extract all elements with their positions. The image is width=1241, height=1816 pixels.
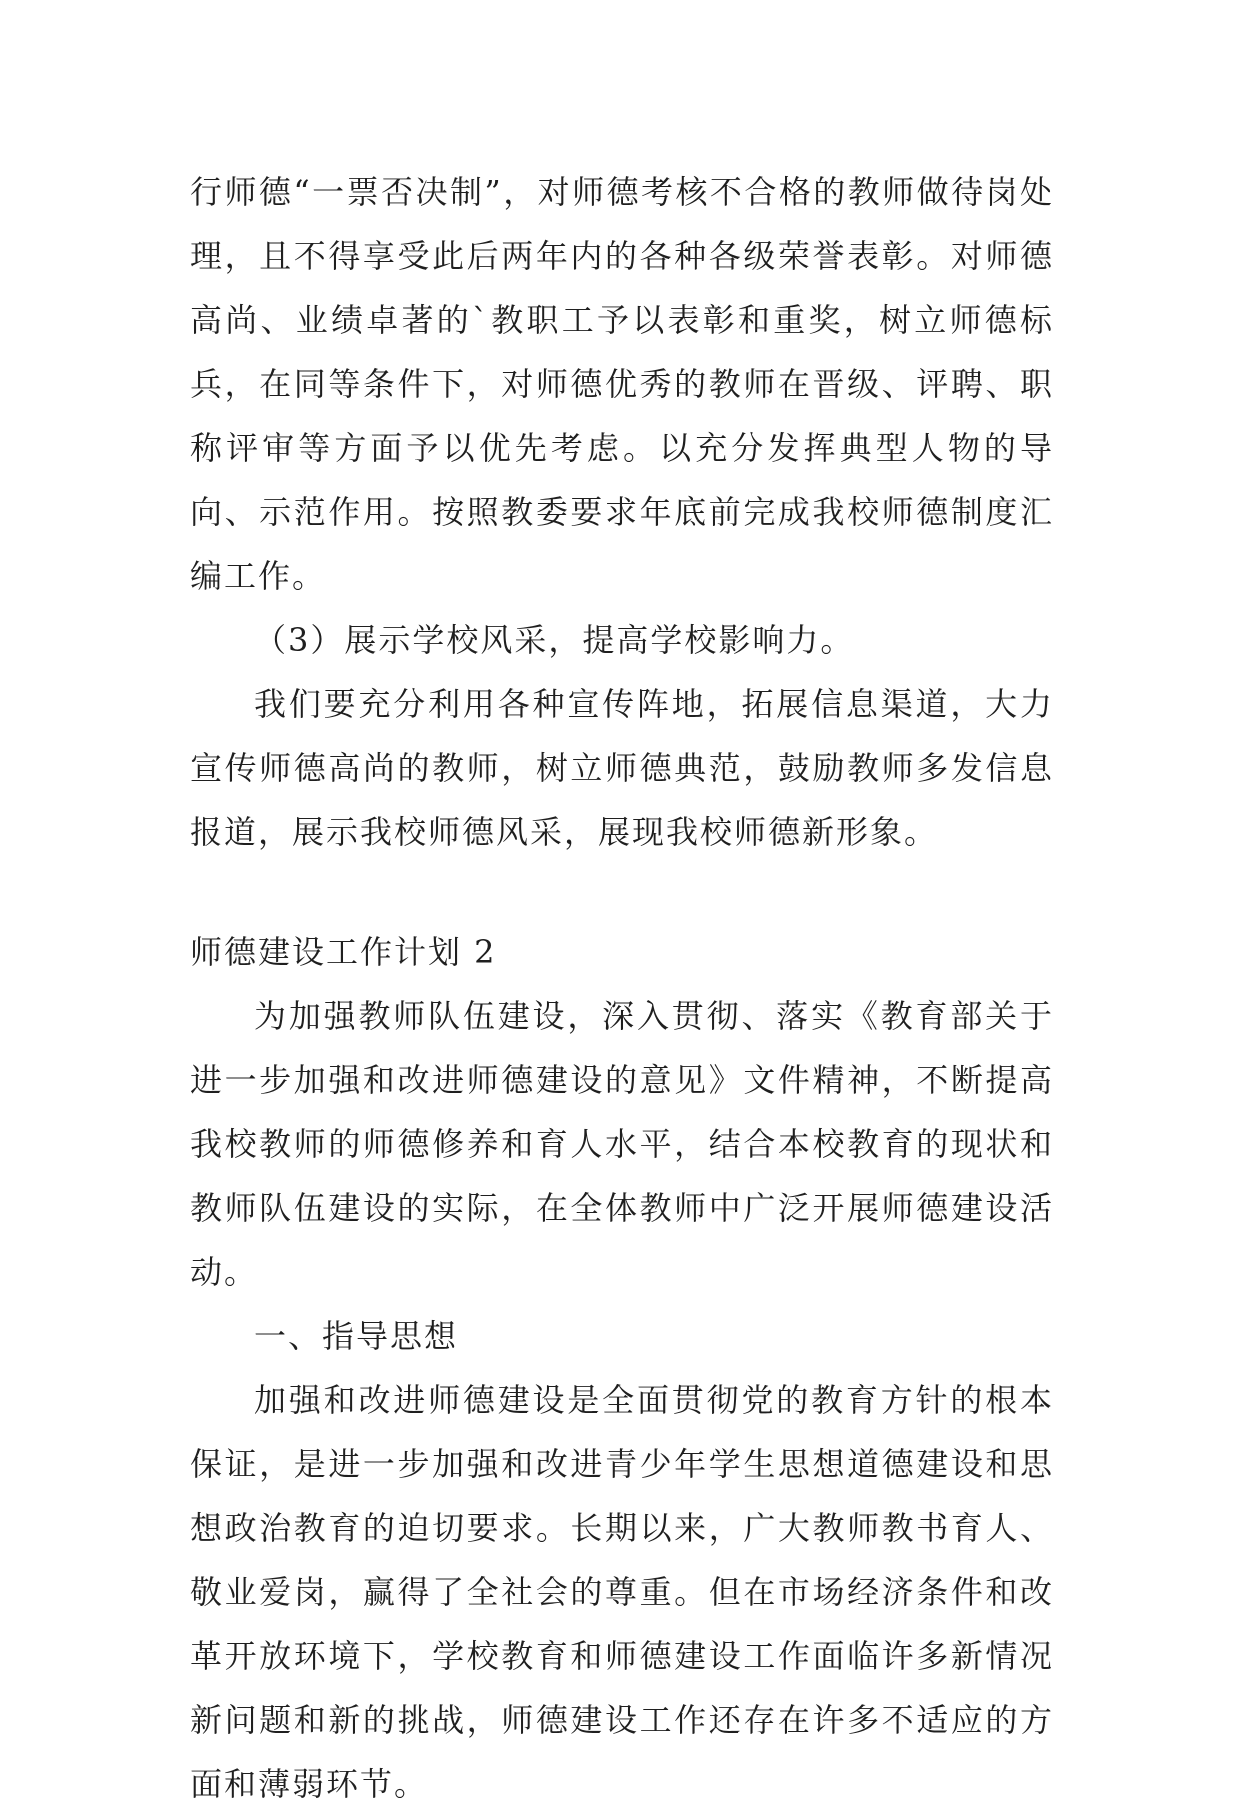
- paragraph-guiding-ideology: 加强和改进师德建设是全面贯彻党的教育方针的根本保证，是进一步加强和改进青少年学生思想道德建设和思想政治教育的迫切要求。长期以来，广大教师教书育人、敬业爱岗，赢得了全社会的尊重。但在市场经济条件和改革开放环境下，学校教育和师德建设工作面临许多新情况新问题和新的挑战，师德建设工作还存在许多不适应的方面和薄弱环节。: [190, 1381, 1054, 1803]
- section-title: 师德建设工作计划 2: [190, 933, 497, 971]
- subheading-showcase: （3）展示学校风采，提高学校影响力。: [254, 621, 855, 659]
- document-body: [190, 160, 1054, 1816]
- paragraph-continuation: 行师德“一票否决制”，对师德考核不合格的教师做待岗处理，且不得享受此后两年内的各种各级荣誉表彰。对师德高尚、业绩卓著的`教职工予以表彰和重奖，树立师德标兵，在同等条件下，对师德优秀的教师在晋级、评聘、职称评审等方面予以优先考虑。以充分发挥典型人物的导向、示范作用。按照教委要求年底前完成我校师德制度汇编工作。: [190, 173, 1054, 595]
- paragraph-intro: 为加强教师队伍建设，深入贯彻、落实《教育部关于进一步加强和改进师德建设的意见》文件精神，不断提高我校教师的师德修养和育人水平，结合本校教育的现状和教师队伍建设的实际，在全体教师中广泛开展师德建设活动。: [190, 997, 1054, 1291]
- paragraph-publicity: 我们要充分利用各种宣传阵地，拓展信息渠道，大力宣传师德高尚的教师，树立师德典范，鼓励教师多发信息报道，展示我校师德风采，展现我校师德新形象。: [190, 685, 1054, 851]
- heading-guiding-ideology: 一、指导思想: [254, 1317, 459, 1355]
